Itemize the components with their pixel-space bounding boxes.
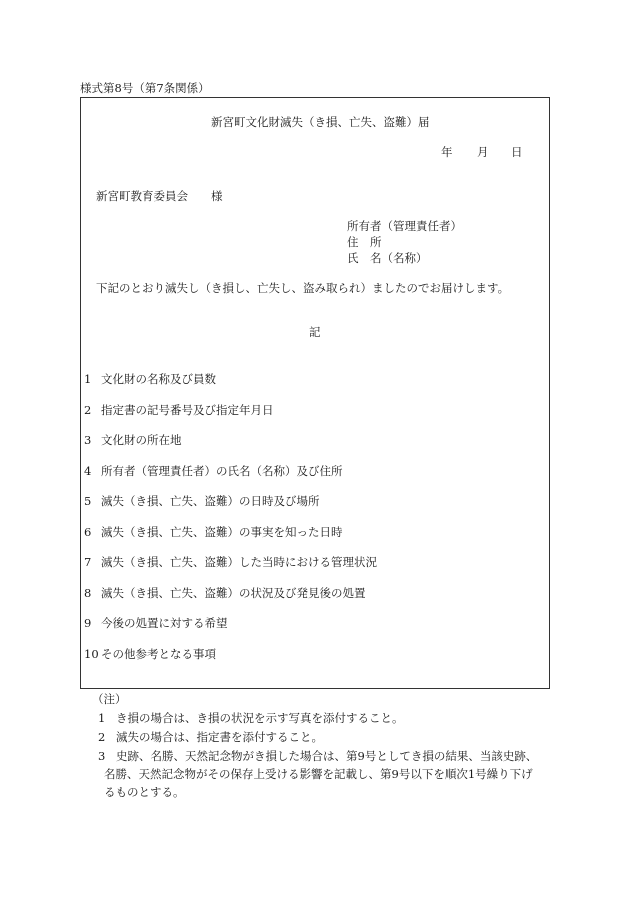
address-label: 住 所 [347,235,382,249]
item-number: 10 [84,646,99,661]
note-number: 3 [98,749,106,763]
date-year: 年 [441,145,453,159]
item-text: 滅失（き損、亡失、盗難）の事実を知った日時 [101,524,343,539]
form-title: 新宮町文化財滅失（き損、亡失、盗難）届 [211,115,430,129]
form-frame [80,97,550,689]
item-number: 7 [84,555,92,569]
owner-label: 所有者（管理責任者） [347,219,462,233]
note-number: 1 [98,711,106,725]
item-number: 1 [84,372,92,386]
form-number: 様式第8号（第7条関係） [80,81,210,95]
note-text: るものとする。 [104,785,185,799]
item-text: 滅失（き損、亡失、盗難）の日時及び場所 [101,494,320,508]
note-text: 名勝、天然記念物がその保存上受ける影響を記載し、第9号以下を順次1号繰り下げ [104,767,533,781]
item-text: 文化財の所在地 [101,433,182,447]
item-number: 9 [84,616,92,630]
item-number: 3 [84,433,92,447]
note-number: 2 [98,730,106,744]
item-number: 4 [84,463,92,478]
notes-heading: （注） [92,692,127,706]
item-text: 今後の処置に対する希望 [101,616,228,630]
item-number: 2 [84,402,92,417]
addressee: 新宮町教育委員会 様 [96,189,223,203]
item-text: 滅失（き損、亡失、盗難）した当時における管理状況 [101,555,377,569]
item-text: 指定書の記号番号及び指定年月日 [101,402,274,417]
date-day: 日 [511,145,523,159]
item-text: その他参考となる事項 [101,646,216,661]
note-text: 滅失の場合は、指定書を添付すること。 [116,730,323,744]
item-number: 8 [84,585,92,600]
ki-heading: 記 [309,325,321,339]
note-text: き損の場合は、き損の状況を示す写真を添付すること。 [116,711,404,725]
item-text: 滅失（き損、亡失、盗難）の状況及び発見後の処置 [101,585,366,600]
name-label: 氏 名（名称） [347,251,428,265]
item-number: 6 [84,524,92,539]
item-text: 文化財の名称及び員数 [101,372,216,386]
statement: 下記のとおり滅失し（き損し、亡失し、盗み取られ）ましたのでお届けします。 [96,281,510,295]
item-number: 5 [84,494,92,508]
date-month: 月 [477,145,489,159]
note-text: 史跡、名勝、天然記念物がき損した場合は、第9号としてき損の結果、当該史跡、 [116,749,538,763]
item-text: 所有者（管理責任者）の氏名（名称）及び住所 [101,463,343,478]
